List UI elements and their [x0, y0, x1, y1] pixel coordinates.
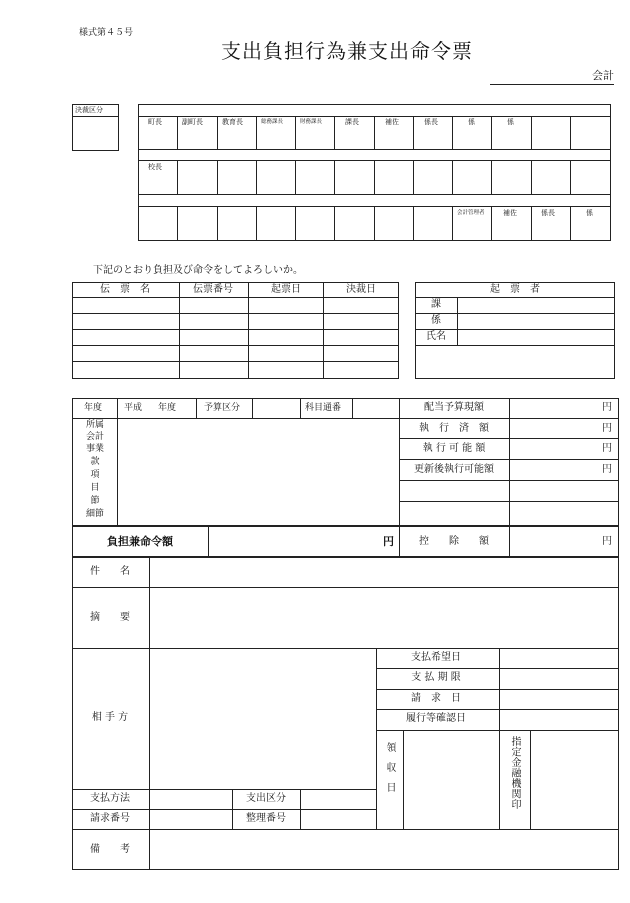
voucher-header-draft-date: 起票日 — [271, 284, 301, 295]
kaikei-label2: 会計 — [85, 432, 105, 442]
shozoku-label: 所属 — [85, 420, 105, 430]
yen-4: 円 — [602, 464, 612, 475]
seikyu-bango-label: 請求番号 — [90, 813, 130, 824]
yen-1: 円 — [602, 402, 612, 413]
drafter-ka: 課 — [431, 299, 441, 310]
drafter-title: 起 票 者 — [490, 284, 540, 295]
drafter-kakari: 係 — [431, 315, 441, 326]
kenmei-label: 件 名 — [90, 566, 130, 577]
shikko-zumi-label: 執 行 済 額 — [419, 423, 489, 434]
shikko-kano-label: 執 行 可 能 額 — [422, 443, 486, 454]
kan-label: 款 — [90, 457, 100, 467]
tekiyo-label: 摘 要 — [90, 612, 130, 623]
aite-label: 相 手 方 — [91, 712, 129, 723]
nendo-label: 年度 — [84, 403, 103, 413]
kamoku-label: 科目通番 — [305, 403, 342, 413]
shitei-kinyu-label: 指定金融機関印 — [509, 736, 520, 810]
approver-1: 町長 — [148, 118, 162, 126]
drafter-shimei: 氏名 — [426, 331, 446, 342]
riko-kakunin-label: 履行等確認日 — [406, 713, 466, 724]
approver-2: 副町長 — [182, 118, 203, 126]
ryoshu-bi-label: 領収日 — [384, 742, 395, 802]
futan-label: 負担兼命令額 — [107, 535, 173, 548]
ko-label: 項 — [90, 470, 100, 480]
aite-block — [72, 648, 619, 830]
shishutsu-kubun-label: 支出区分 — [246, 793, 286, 804]
yen-3: 円 — [602, 443, 612, 454]
kojo-label: 控 除 額 — [419, 536, 489, 547]
voucher-header-number: 伝票番号 — [193, 284, 233, 295]
jigyo-label: 事業 — [85, 444, 105, 454]
kojo-yen: 円 — [602, 536, 612, 547]
approver-8: 係長 — [424, 118, 438, 126]
page-title: 支出負担行為兼支出命令票 — [221, 39, 473, 63]
form-number: 様式第４５号 — [79, 28, 134, 38]
approver-kakaricho: 係長 — [541, 209, 555, 217]
yosan-kubun-label: 予算区分 — [204, 403, 241, 413]
approver-9: 係 — [468, 118, 475, 126]
biko-row — [72, 829, 619, 870]
approver-7: 補佐 — [385, 118, 399, 126]
kaikei-label: 会計 — [592, 69, 614, 82]
nendo2-label: 年度 — [158, 403, 177, 413]
shiharai-kigen-label: 支 払 期 限 — [411, 672, 461, 683]
approver-6: 課長 — [345, 118, 359, 126]
heisei-label: 平成 — [124, 403, 143, 413]
approver-hosa: 補佐 — [503, 209, 517, 217]
approver-kakari: 係 — [586, 209, 593, 217]
setsu-label: 節 — [90, 496, 100, 506]
yen-2: 円 — [602, 423, 612, 434]
approver-3: 教育長 — [222, 118, 243, 126]
request-text: 下記のとおり負担及び命令をしてよろしいか。 — [93, 265, 303, 276]
approver-kaikei-kanrisha: 会計管理者 — [457, 210, 485, 216]
biko-label: 備 考 — [90, 844, 130, 855]
approver-10: 係 — [507, 118, 514, 126]
approver-kocho: 校長 — [148, 163, 162, 171]
kessai-kubun-label: 決裁区分 — [75, 106, 103, 114]
seiri-bango-label: 整理番号 — [246, 813, 286, 824]
shiharai-kibo-label: 支払希望日 — [411, 652, 461, 663]
haito-yosan-label: 配当予算現額 — [424, 402, 484, 413]
shiharai-hoho-label: 支払方法 — [90, 793, 130, 804]
kenmei-row — [72, 557, 619, 588]
koshingo-label: 更新後執行可能額 — [414, 464, 494, 475]
kaikei-underline — [490, 84, 614, 85]
approver-4: 総務課長 — [261, 119, 284, 125]
voucher-header-decision-date: 決裁日 — [346, 284, 376, 295]
voucher-header-name: 伝 票 名 — [100, 284, 150, 295]
moku-label: 目 — [90, 483, 100, 493]
futan-yen: 円 — [383, 535, 394, 548]
tekiyo-row — [72, 587, 619, 649]
saisetsu-label: 細節 — [85, 509, 105, 519]
approver-5: 財務課長 — [300, 119, 323, 125]
seikyu-bi-label: 請 求 日 — [411, 693, 461, 704]
